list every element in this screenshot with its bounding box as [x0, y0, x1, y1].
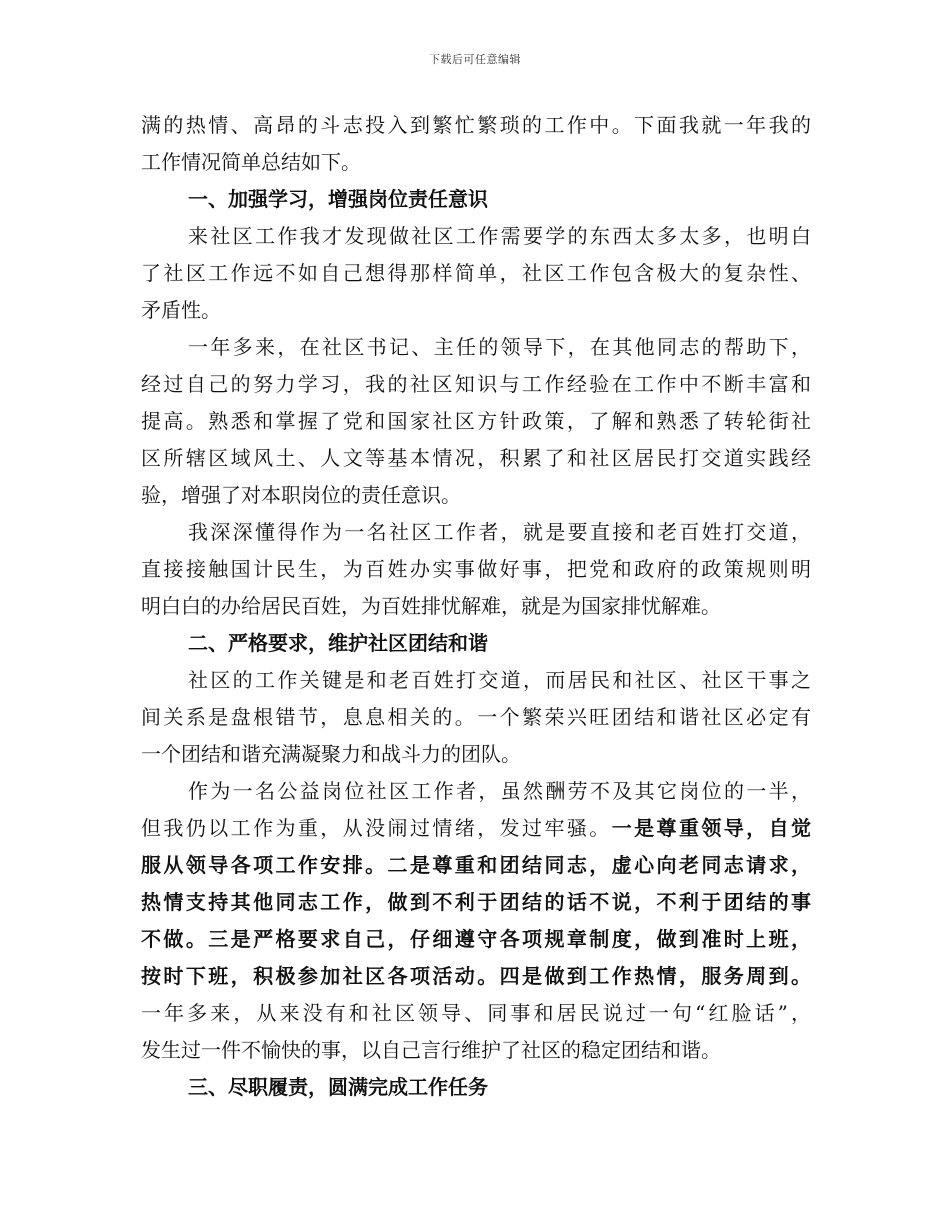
section-heading-3: 三、尽职履责，圆满完成工作任务: [188, 1075, 488, 1099]
paragraph-line-bold: 按时下班，积极参加社区各项活动。四是做到工作热情，服务周到。: [141, 964, 811, 988]
paragraph-line: 我深深懂得作为一名社区工作者，就是要直接和老百姓打交道，: [188, 520, 811, 544]
paragraph-line: 来社区工作我才发现做社区工作需要学的东西太多太多，也明白: [188, 224, 811, 248]
paragraph-line-bold: 不做。三是严格要求自己，仔细遵守各项规章制度，做到准时上班，: [141, 927, 811, 951]
document-body: [141, 107, 811, 1106]
paragraph-line-mixed: [141, 810, 811, 847]
paragraph-line: 一个团结和谐充满凝聚力和战斗力的团队。: [141, 742, 521, 766]
paragraph-line: 间关系是盘根错节，息息相关的。一个繁荣兴旺团结和谐社区必定有: [141, 705, 811, 729]
paragraph-line: 社区的工作关键是和老百姓打交道，而居民和社区、社区干事之: [188, 668, 811, 692]
section-heading-2: 二、严格要求，维护社区团结和谐: [188, 631, 488, 655]
bold-segment: 一是尊重领导，自觉: [611, 816, 812, 840]
plain-segment: 但我仍以工作为重，从没闹过情绪，发过牢骚。: [141, 816, 612, 840]
paragraph-line: 发生过一件不愉快的事，以自己言行维护了社区的稳定团结和谐。: [141, 1038, 721, 1062]
section-heading-1: 一、加强学习，增强岗位责任意识: [188, 187, 488, 211]
page-header-note: 下载后可任意编辑: [429, 53, 521, 66]
paragraph-line: 验，增强了对本职岗位的责任意识。: [141, 483, 461, 507]
paragraph-line-bold: 服从领导各项工作安排。二是尊重和团结同志，虚心向老同志请求，: [141, 853, 811, 877]
paragraph-line: 满的热情、高昂的斗志投入到繁忙繁琐的工作中。下面我就一年我的: [141, 113, 811, 137]
paragraph-line: 提高。熟悉和掌握了党和国家社区方针政策，了解和熟悉了转轮街社: [141, 409, 811, 433]
paragraph-line: 经过自己的努力学习，我的社区知识与工作经验在工作中不断丰富和: [141, 372, 811, 396]
paragraph-line: 区所辖区域风土、人文等基本情况，积累了和社区居民打交道实践经: [141, 446, 811, 470]
paragraph-line: 了社区工作远不如自己想得那样简单，社区工作包含极大的复杂性、: [141, 261, 811, 285]
paragraph-line: 工作情况简单总结如下。: [141, 150, 361, 174]
paragraph-line-bold: 热情支持其他同志工作，做到不利于团结的话不说，不利于团结的事: [141, 890, 811, 914]
paragraph-line: 作为一名公益岗位社区工作者，虽然酬劳不及其它岗位的一半，: [188, 779, 811, 803]
paragraph-line: 一年多来，在社区书记、主任的领导下，在其他同志的帮助下，: [188, 335, 811, 359]
paragraph-line: 矛盾性。: [141, 298, 221, 322]
paragraph-line: 直接接触国计民生，为百姓办实事做好事，把党和政府的政策规则明: [141, 557, 811, 581]
paragraph-line: 明白白的办给居民百姓，为百姓排忧解难，就是为国家排忧解难。: [141, 594, 721, 618]
paragraph-line: 一年多来，从来没有和社区领导、同事和居民说过一句“红脸话”，: [141, 1001, 811, 1025]
